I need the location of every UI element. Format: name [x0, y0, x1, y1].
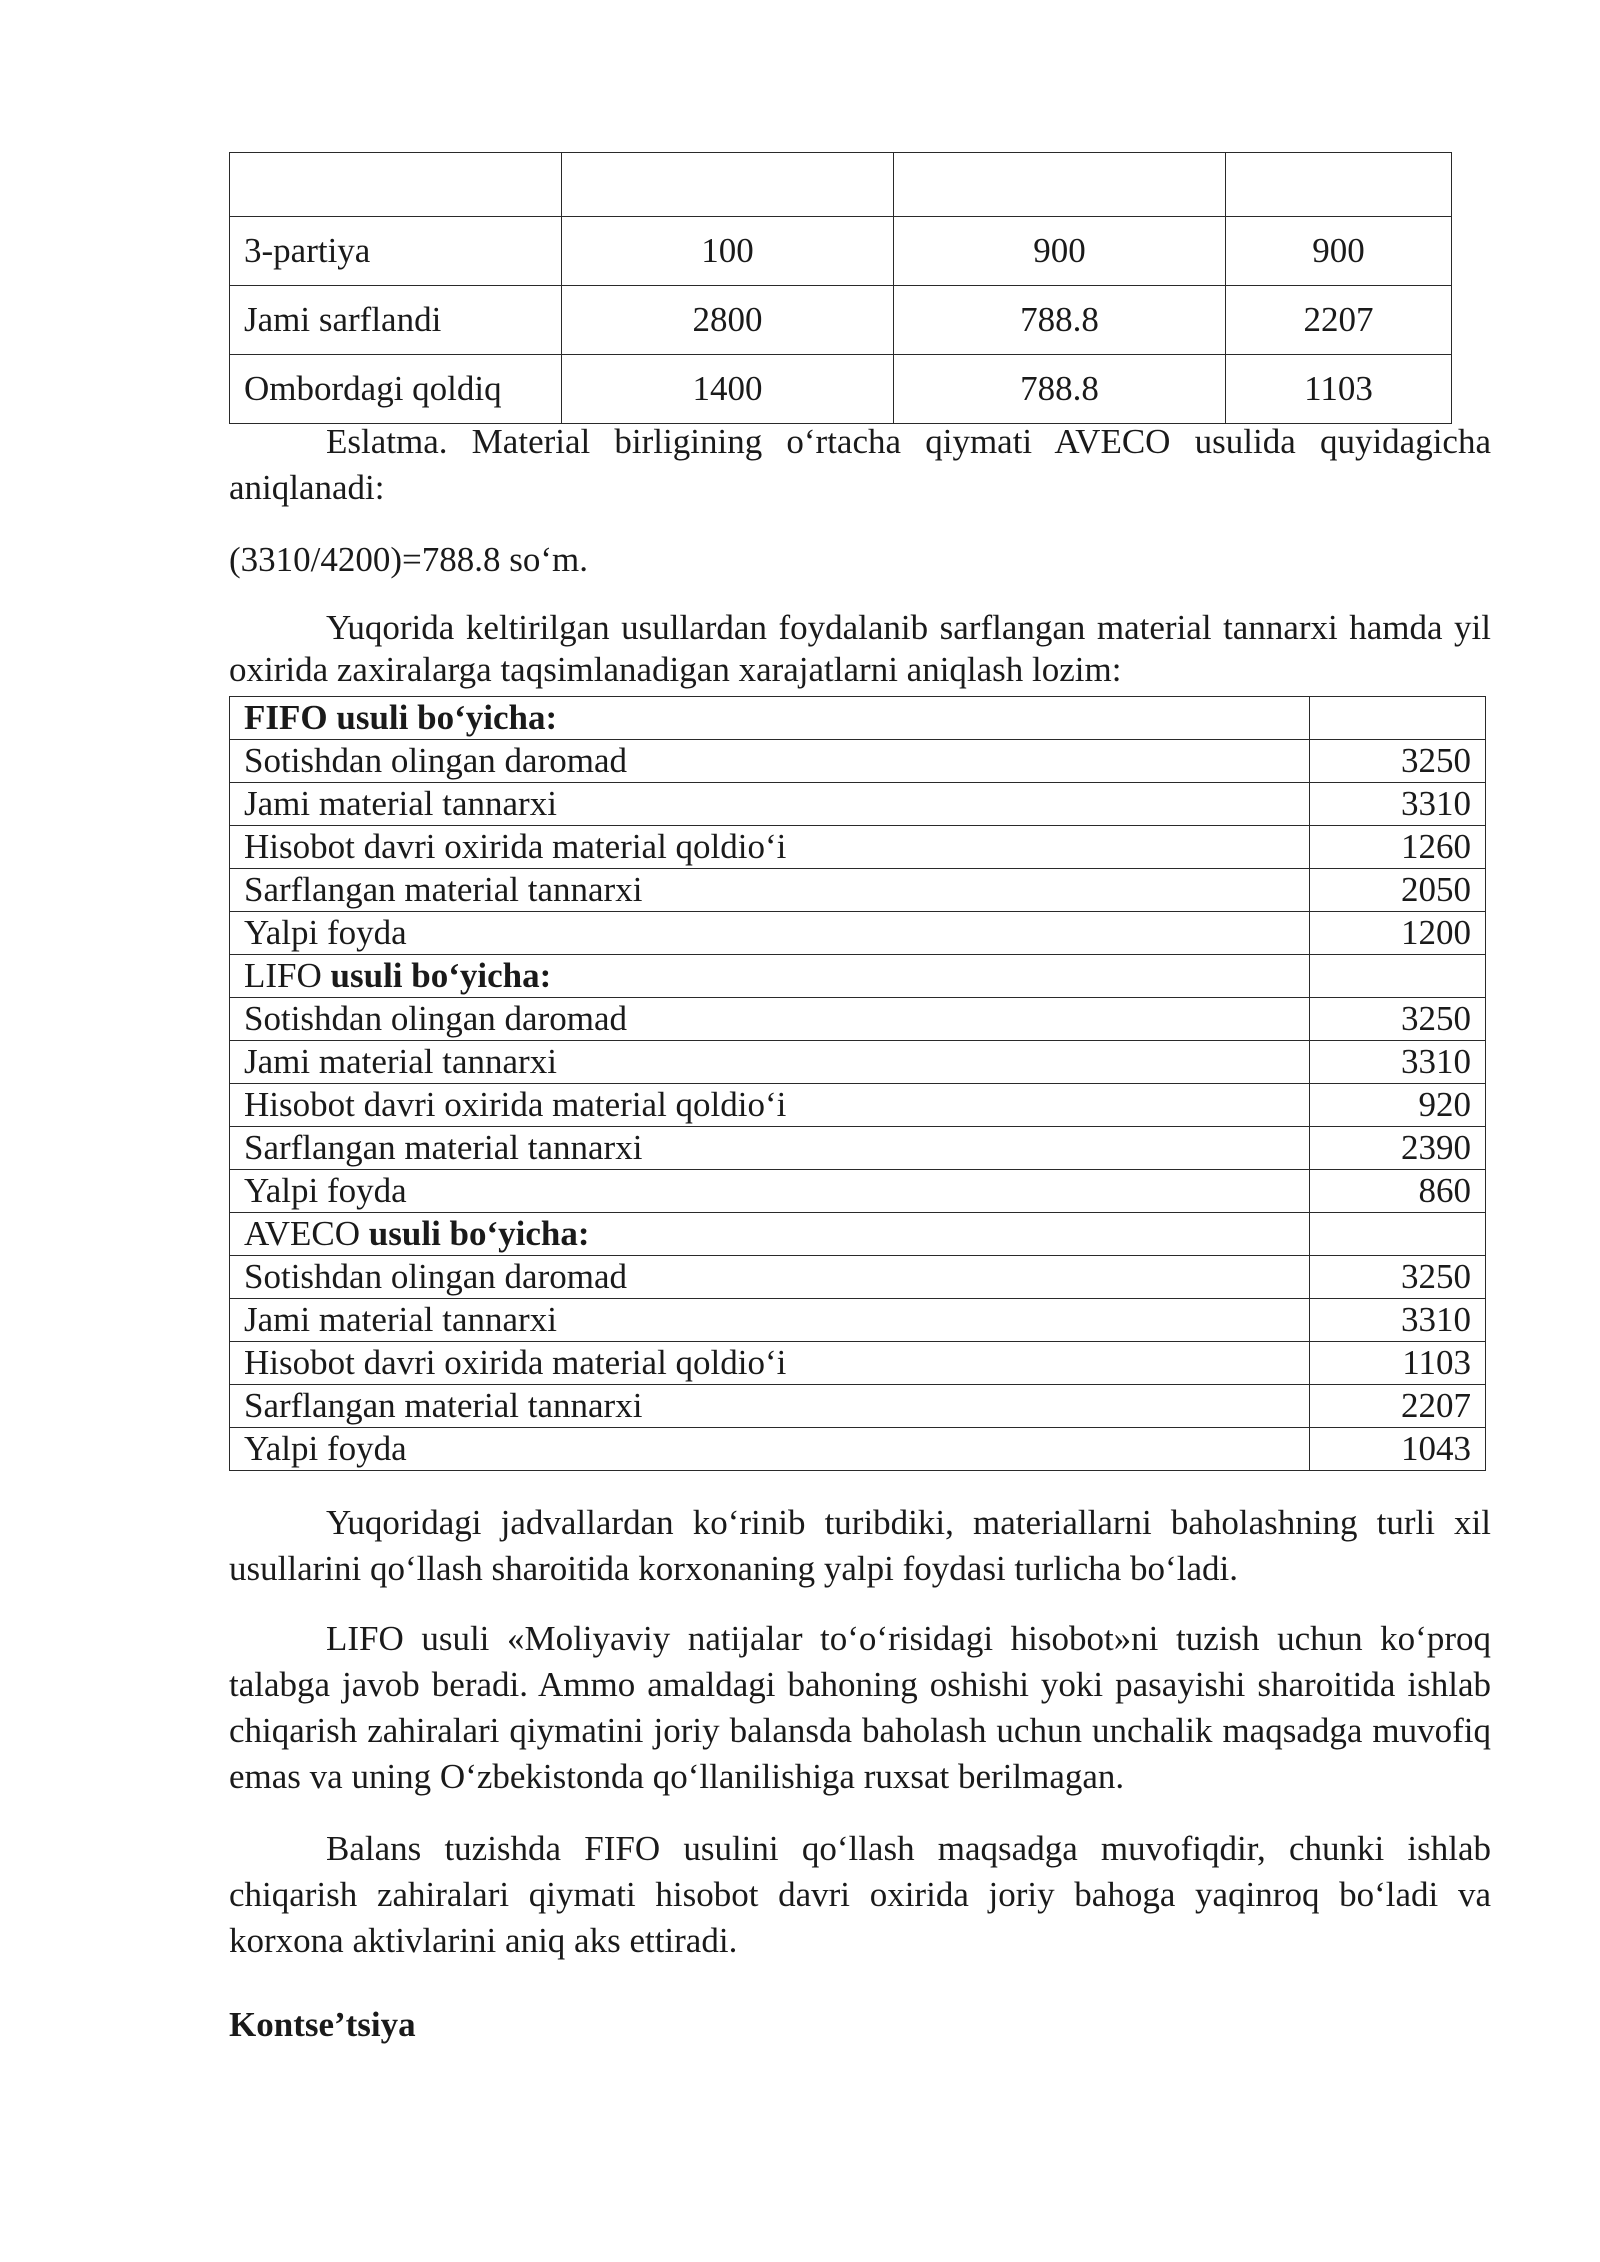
method-heading-row	[230, 1213, 1486, 1256]
row-value: 3250	[1310, 740, 1486, 783]
section-heading: Kontse’tsiya	[229, 2005, 416, 2044]
row-value: 3310	[1310, 1041, 1486, 1084]
table-cell: 1400	[562, 355, 894, 424]
row-label: Sarflangan material tannarxi	[230, 1127, 1310, 1170]
table-cell	[894, 153, 1226, 217]
table-row	[230, 1428, 1486, 1471]
row-label: Yalpi foyda	[230, 912, 1310, 955]
row-value: 3310	[1310, 1299, 1486, 1342]
row-value: 1200	[1310, 912, 1486, 955]
table-row	[230, 998, 1486, 1041]
table-cell: 900	[1226, 217, 1452, 286]
method-heading-bold: FIFO usuli bo‘yicha:	[244, 698, 558, 737]
table-row	[230, 826, 1486, 869]
table-row	[230, 869, 1486, 912]
table-row	[230, 153, 1452, 217]
table-row	[230, 286, 1452, 355]
row-value: 3250	[1310, 998, 1486, 1041]
row-value: 2207	[1310, 1385, 1486, 1428]
method-heading	[230, 697, 1310, 740]
method-heading-bold: usuli bo‘yicha:	[330, 956, 552, 995]
row-value: 1103	[1310, 1342, 1486, 1385]
row-label: Sotishdan olingan daromad	[230, 1256, 1310, 1299]
row-label: Hisobot davri oxirida material qoldio‘i	[230, 1084, 1310, 1127]
method-heading	[230, 1213, 1310, 1256]
fifo-paragraph: Balans tuzishda FIFO usulini qo‘llash maqsadga muvofiqdir, chunki ishlab chiqarish zahiralari qiymati hisobot davri oxirida joriy bahoga yaqinroq bo‘ladi va korxona aktivlarini aniq aks ettiradi.	[229, 1829, 1491, 1960]
method-heading-row	[230, 955, 1486, 998]
row-value: 3250	[1310, 1256, 1486, 1299]
lifo-paragraph: LIFO usuli «Moliyaviy natijalar to‘o‘risidagi hisobot»ni tuzish uchun ko‘proq talabga javob beradi. Ammo amaldagi bahoning oshishi yoki pasayishi sharoitida ishlab chiqarish zahiralari qiymatini joriy balansda baholash uchun unchalik maqsadga muvofiq emas va uning O‘zbekistonda qo‘llanilishiga ruxsat berilmagan.	[229, 1619, 1491, 1796]
method-heading-bold: usuli bo‘yicha:	[368, 1214, 590, 1253]
intro-paragraph: Yuqorida keltirilgan usullardan foydalanib sarflangan material tannarxi hamda yil oxirida zaxiralarga taqsimlanadigan xarajatlarni aniqlash lozim:	[229, 608, 1491, 689]
row-label: Jami material tannarxi	[230, 783, 1310, 826]
table-row	[230, 1299, 1486, 1342]
formula-line: (3310/4200)=788.8 so‘m.	[229, 540, 589, 579]
row-value: 2390	[1310, 1127, 1486, 1170]
row-label: Hisobot davri oxirida material qoldio‘i	[230, 1342, 1310, 1385]
table-cell: 2800	[562, 286, 894, 355]
table-row	[230, 1385, 1486, 1428]
table-row	[230, 912, 1486, 955]
conclusion-paragraph: Yuqoridagi jadvallardan ko‘rinib turibdiki, materiallarni baholashning turli xil usullarini qo‘llash sharoitida korxonaning yalpi foydasi turlicha bo‘ladi.	[229, 1503, 1491, 1588]
table-row	[230, 1127, 1486, 1170]
table-row	[230, 1041, 1486, 1084]
row-value: 920	[1310, 1084, 1486, 1127]
valuation-methods-table	[229, 696, 1486, 1471]
row-label: Sarflangan material tannarxi	[230, 1385, 1310, 1428]
row-label: Sotishdan olingan daromad	[230, 998, 1310, 1041]
table-cell: 100	[562, 217, 894, 286]
method-heading-plain: LIFO	[244, 956, 331, 995]
method-heading-row	[230, 697, 1486, 740]
table-cell: 3-partiya	[230, 217, 562, 286]
table-cell	[1310, 955, 1486, 998]
row-value: 1043	[1310, 1428, 1486, 1471]
table-cell: 788.8	[894, 355, 1226, 424]
table-cell: 788.8	[894, 286, 1226, 355]
row-label: Yalpi foyda	[230, 1170, 1310, 1213]
row-label: Sarflangan material tannarxi	[230, 869, 1310, 912]
table-row	[230, 1084, 1486, 1127]
table-cell: 2207	[1226, 286, 1452, 355]
table-row	[230, 1170, 1486, 1213]
note-paragraph: Eslatma. Material birligining o‘rtacha qiymati AVECO usulida quyidagicha aniqlanadi:	[229, 422, 1491, 507]
row-value: 860	[1310, 1170, 1486, 1213]
table-row	[230, 355, 1452, 424]
table-row	[230, 1342, 1486, 1385]
row-label: Jami material tannarxi	[230, 1041, 1310, 1084]
row-label: Hisobot davri oxirida material qoldio‘i	[230, 826, 1310, 869]
row-value: 3310	[1310, 783, 1486, 826]
table-cell: Jami sarflandi	[230, 286, 562, 355]
table-cell	[1310, 697, 1486, 740]
table-row	[230, 783, 1486, 826]
table-cell: 900	[894, 217, 1226, 286]
row-label: Yalpi foyda	[230, 1428, 1310, 1471]
method-heading-plain: AVECO	[244, 1214, 369, 1253]
table-row	[230, 740, 1486, 783]
table-cell	[1226, 153, 1452, 217]
table-row	[230, 1256, 1486, 1299]
table-cell	[562, 153, 894, 217]
table-row	[230, 217, 1452, 286]
row-label: Sotishdan olingan daromad	[230, 740, 1310, 783]
table-cell: 1103	[1226, 355, 1452, 424]
batch-summary-table	[229, 152, 1452, 424]
table-cell	[230, 153, 562, 217]
table-cell	[1310, 1213, 1486, 1256]
row-label: Jami material tannarxi	[230, 1299, 1310, 1342]
table-cell: Ombordagi qoldiq	[230, 355, 562, 424]
row-value: 2050	[1310, 869, 1486, 912]
method-heading	[230, 955, 1310, 998]
row-value: 1260	[1310, 826, 1486, 869]
